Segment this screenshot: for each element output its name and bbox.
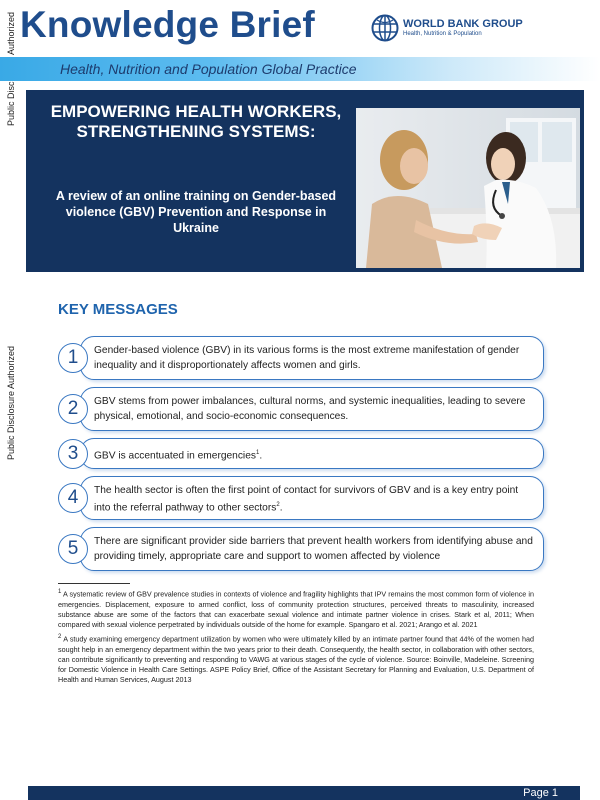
- message-number: 3: [58, 439, 88, 469]
- message-text: Gender-based violence (GBV) in its various forms is the most extreme manifestation of gender inequality and it disproportionately affects women and girls.: [94, 345, 520, 371]
- globe-icon: [371, 14, 399, 42]
- logo-name: WORLD BANK GROUP: [403, 18, 523, 30]
- page-footer: [28, 786, 580, 800]
- key-messages-heading: KEY MESSAGES: [58, 301, 178, 318]
- world-bank-logo: [371, 14, 541, 44]
- message-number: 4: [58, 483, 88, 513]
- message-text: [94, 483, 536, 515]
- footnote-mark: 1: [58, 589, 62, 595]
- message-text-tail: .: [279, 502, 283, 514]
- key-message-2: [58, 387, 544, 431]
- message-text-tail: .: [259, 450, 263, 462]
- footnote-divider: [58, 583, 130, 584]
- practice-banner: [0, 57, 600, 81]
- clinician-consultation-photo: [356, 108, 580, 268]
- footnote-text: A systematic review of GBV prevalence studies in contexts of violence and fragility highlights that IPV remains the most common form of violence in emergencies. Displacement, exposure to armed conflict, loss of community protection structures, perceived threats to masculinity, increased substance abuse are some of the factors that can exacerbate sexual violence and intimate partner violence in crises. Stark et al, 2011; When compared with sexual violence perpetrated by individuals outside of the home for example. Spangaro et al. 2021; Arango et al. 2021: [58, 589, 534, 629]
- key-message-1: [58, 336, 544, 380]
- key-message-3: [58, 438, 544, 469]
- message-text-body: GBV is accentuated in emergencies: [94, 450, 256, 462]
- footnote-text: A study examining emergency department utilization by women who were ultimately killed by an intimate partner found that 44% of the women had sought help in an emergency department within the two years prior to their death. Consequently, the health sector, in collaboration with other sectors, can contribute significantly to preventing and responding to VAWG at various stages of the cycle of violence. Source: Boinville, Madeleine. Screening for Domestic Violence in Health Care Settings. ASPE Policy Brief, Office of the Assistant Secretary for Planning and Evaluation, U.S. Department of Health and Human Services, August 2013: [58, 634, 534, 685]
- message-text-body: The health sector is often the first point of contact for survivors of GBV and is a key entry point into the referral pathway to other sectors: [94, 485, 519, 514]
- footnote-mark: 2: [58, 634, 62, 640]
- hero-subtitle: A review of an online training on Gender-based violence (GBV) Prevention and Response in Ukraine: [55, 189, 337, 235]
- practice-label: Health, Nutrition and Population Global Practice: [60, 61, 357, 77]
- page-number: Page 1: [523, 787, 558, 799]
- key-message-4: [58, 476, 544, 520]
- footnote-ref-2: 2: [276, 502, 280, 508]
- message-number: 1: [58, 343, 88, 373]
- message-number: 5: [58, 534, 88, 564]
- key-message-5: [58, 527, 544, 571]
- footnote-2: [58, 632, 534, 685]
- message-number: 2: [58, 394, 88, 424]
- footnote-1: [58, 587, 534, 630]
- message-text: [94, 446, 536, 463]
- message-text: There are significant provider side barriers that prevent health workers from identifying abuse and providing timely, appropriate care and support to women affected by violence: [94, 536, 533, 562]
- message-text: GBV stems from power imbalances, cultural norms, and systemic inequalities, leading to severe physical, emotional, and socio-economic consequences.: [94, 396, 526, 422]
- hero-title: EMPOWERING HEALTH WORKERS, STRENGTHENING SYSTEMS:: [50, 102, 342, 141]
- disclosure-label-middle: Public Disclosure Authorized: [6, 345, 16, 460]
- logo-subtitle: Health, Nutrition & Population: [403, 31, 482, 37]
- hero-banner: [26, 90, 584, 272]
- document-title: Knowledge Brief: [20, 4, 315, 45]
- footnote-ref-1: 1: [255, 450, 260, 456]
